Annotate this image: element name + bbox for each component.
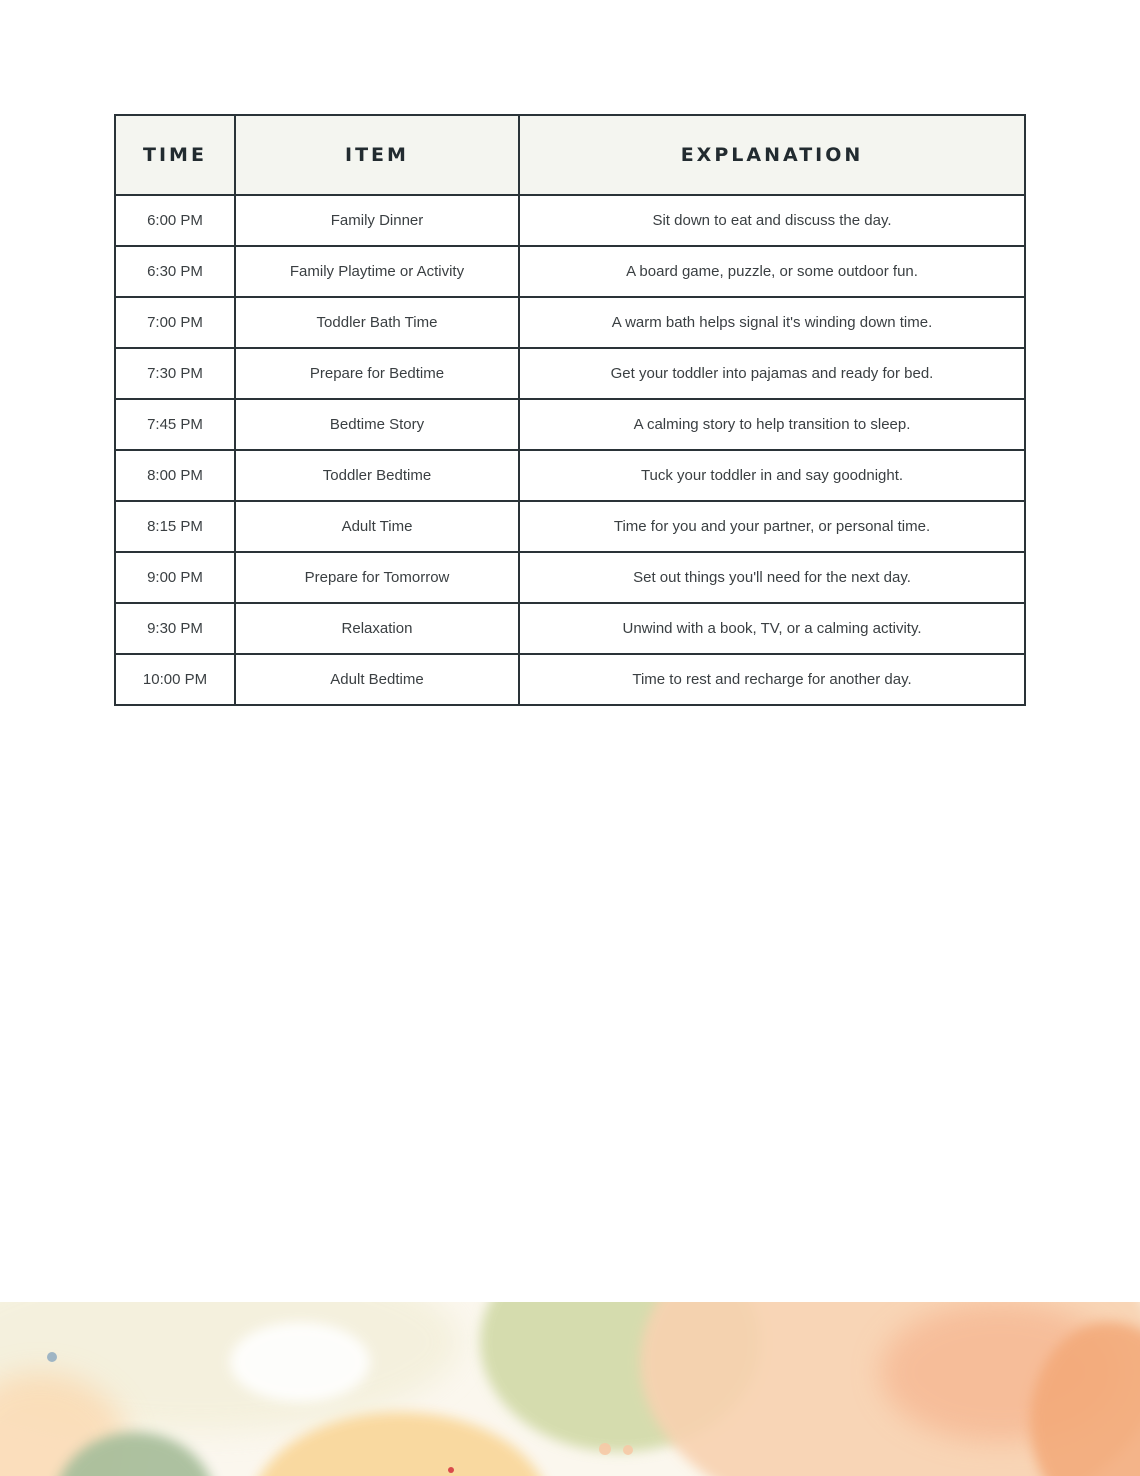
header-row bbox=[115, 115, 1025, 195]
time-cell: 7:45 PM bbox=[115, 399, 235, 450]
item-cell: Relaxation bbox=[235, 603, 519, 654]
explanation-cell: Unwind with a book, TV, or a calming activity. bbox=[519, 603, 1025, 654]
explanation-cell: Get your toddler into pajamas and ready for bed. bbox=[519, 348, 1025, 399]
time-cell: 7:00 PM bbox=[115, 297, 235, 348]
item-cell: Prepare for Bedtime bbox=[235, 348, 519, 399]
explanation-cell: Time to rest and recharge for another day. bbox=[519, 654, 1025, 705]
explanation-cell: Set out things you'll need for the next day. bbox=[519, 552, 1025, 603]
time-cell: 6:30 PM bbox=[115, 246, 235, 297]
table-header bbox=[115, 115, 1025, 195]
time-cell: 6:00 PM bbox=[115, 195, 235, 246]
item-cell: Prepare for Tomorrow bbox=[235, 552, 519, 603]
table-body bbox=[115, 195, 1025, 705]
item-cell: Adult Bedtime bbox=[235, 654, 519, 705]
table-row bbox=[115, 603, 1025, 654]
explanation-cell: Time for you and your partner, or personal time. bbox=[519, 501, 1025, 552]
explanation-cell: Tuck your toddler in and say goodnight. bbox=[519, 450, 1025, 501]
table-row bbox=[115, 552, 1025, 603]
evening-schedule-table bbox=[114, 114, 1026, 706]
explanation-cell: A warm bath helps signal it's winding down time. bbox=[519, 297, 1025, 348]
table-row bbox=[115, 297, 1025, 348]
time-cell: 9:30 PM bbox=[115, 603, 235, 654]
explanation-cell: A board game, puzzle, or some outdoor fun. bbox=[519, 246, 1025, 297]
time-cell: 10:00 PM bbox=[115, 654, 235, 705]
header-item: ITEM bbox=[235, 115, 519, 195]
table-row bbox=[115, 450, 1025, 501]
time-cell: 9:00 PM bbox=[115, 552, 235, 603]
explanation-cell: A calming story to help transition to sleep. bbox=[519, 399, 1025, 450]
explanation-cell: Sit down to eat and discuss the day. bbox=[519, 195, 1025, 246]
item-cell: Family Playtime or Activity bbox=[235, 246, 519, 297]
item-cell: Toddler Bedtime bbox=[235, 450, 519, 501]
time-cell: 8:15 PM bbox=[115, 501, 235, 552]
table-row bbox=[115, 195, 1025, 246]
table-row bbox=[115, 654, 1025, 705]
item-cell: Bedtime Story bbox=[235, 399, 519, 450]
item-cell: Toddler Bath Time bbox=[235, 297, 519, 348]
table-row bbox=[115, 246, 1025, 297]
time-cell: 8:00 PM bbox=[115, 450, 235, 501]
watercolor-decoration bbox=[0, 1302, 1140, 1476]
table-row bbox=[115, 501, 1025, 552]
item-cell: Family Dinner bbox=[235, 195, 519, 246]
header-explanation: EXPLANATION bbox=[519, 115, 1025, 195]
table-row bbox=[115, 399, 1025, 450]
item-cell: Adult Time bbox=[235, 501, 519, 552]
header-time: TIME bbox=[115, 115, 235, 195]
table-row bbox=[115, 348, 1025, 399]
time-cell: 7:30 PM bbox=[115, 348, 235, 399]
